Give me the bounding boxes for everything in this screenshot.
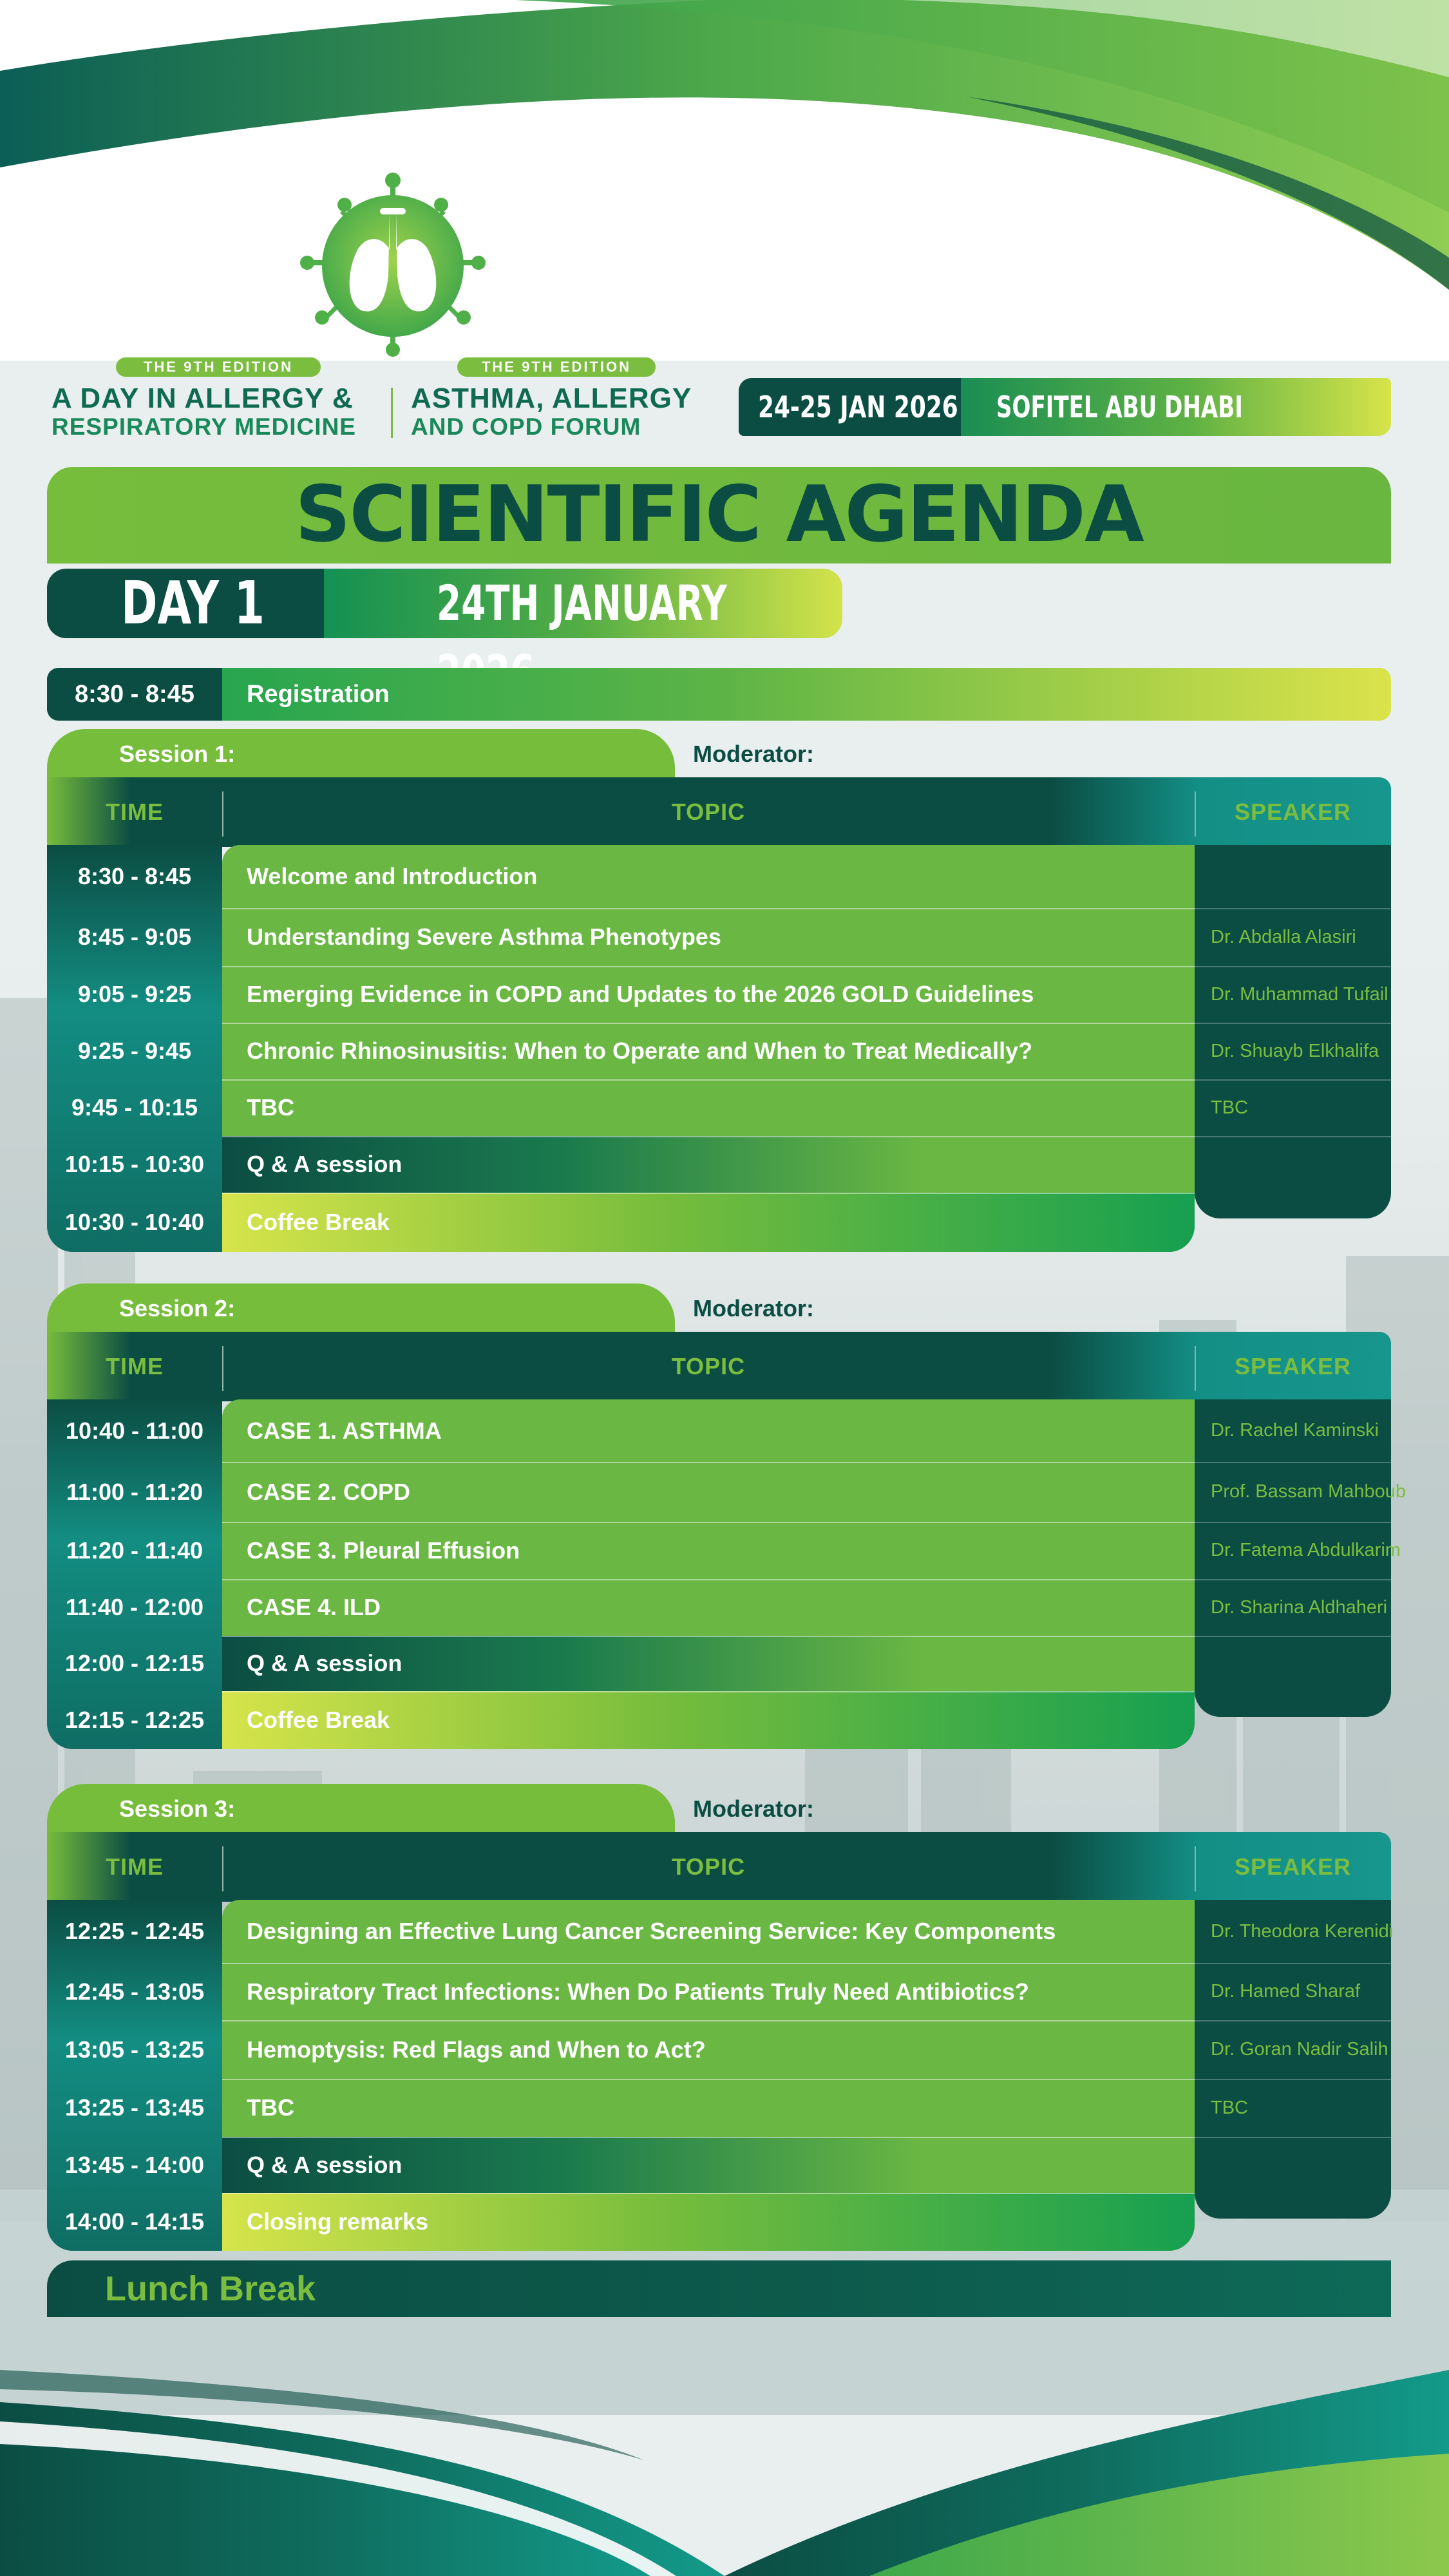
speaker-cell: Dr. Goran Nadir Salih (1211, 2039, 1388, 2060)
topic-column (222, 1399, 1195, 1749)
lunch-break-label: Lunch Break (105, 2269, 316, 2308)
event-venue: SOFITEL ABU DHABI (996, 390, 1243, 424)
header-time: TIME (106, 1853, 164, 1880)
right-forum-title (411, 384, 692, 441)
row-divider (222, 2079, 1195, 2080)
header-time: TIME (106, 1353, 164, 1379)
speaker-divider (1195, 1023, 1391, 1024)
right-forum-line1: ASTHMA, ALLERGY (411, 383, 692, 414)
header-speaker: SPEAKER (1234, 1853, 1352, 1880)
speaker-divider (1195, 1963, 1391, 1964)
speaker-divider (1195, 1136, 1391, 1137)
topic-cell: Coffee Break (222, 1691, 1195, 1749)
speaker-cell: TBC (1211, 1097, 1248, 1118)
day-label: DAY 1 (121, 569, 265, 638)
speaker-cell: Dr. Hamed Sharaf (1211, 1981, 1361, 2002)
time-cell: 9:25 - 9:45 (77, 1037, 192, 1064)
speaker-cell: Dr. Abdalla Alasiri (1211, 927, 1356, 947)
topic-cell: Welcome and Introduction (247, 863, 538, 889)
speaker-cell: Prof. Bassam Mahboub (1211, 1481, 1406, 1502)
time-cell: 8:45 - 9:05 (77, 923, 192, 950)
event-date-venue-bar (739, 378, 1391, 436)
moderator-label: Moderator: (693, 741, 814, 767)
topic-cell: TBC (247, 1094, 294, 1121)
time-cell: 12:25 - 12:45 (64, 1918, 205, 1944)
speaker-cell: TBC (1211, 2098, 1248, 2118)
speaker-cell: Dr. Fatema Abdulkarim (1211, 1540, 1401, 1560)
session-label: Session 1: (119, 741, 236, 767)
header-time: TIME (106, 799, 164, 825)
day-banner (47, 569, 842, 638)
row-divider (222, 1193, 1195, 1194)
topic-column (222, 845, 1195, 1252)
day-date: 24TH JANUARY (437, 574, 727, 632)
table-header (47, 777, 1391, 847)
moderator-label: Moderator: (693, 1795, 814, 1822)
row-divider (222, 2193, 1195, 2194)
page-title-text: SCIENTIFIC AGENDA (295, 470, 1143, 560)
topic-cell: Q & A session (222, 1136, 1195, 1193)
row-divider (222, 1691, 1195, 1692)
topic-cell: Understanding Severe Asthma Phenotypes (247, 923, 721, 950)
time-cell: 13:25 - 13:45 (64, 2094, 205, 2121)
speaker-divider (1195, 1522, 1391, 1523)
time-cell: 11:40 - 12:00 (65, 1594, 204, 1620)
top-wave-decoration (0, 0, 1449, 361)
speaker-cell: Dr. Rachel Kaminski (1211, 1420, 1379, 1441)
time-cell: 10:30 - 10:40 (64, 1209, 205, 1235)
row-divider (222, 2020, 1195, 2022)
registration-row (47, 668, 1391, 721)
topic-cell: CASE 4. ILD (247, 1594, 381, 1620)
row-divider (222, 1023, 1195, 1024)
row-divider (222, 1636, 1195, 1637)
time-cell: 10:40 - 11:00 (65, 1417, 204, 1444)
logo-divider (391, 388, 393, 438)
topic-cell: TBC (247, 2094, 294, 2121)
topic-column (222, 1900, 1195, 2251)
time-cell: 13:05 - 13:25 (64, 2036, 205, 2063)
speaker-divider (1195, 1579, 1391, 1580)
left-edition-badge: THE 9TH EDITION (116, 357, 321, 377)
topic-cell: Emerging Evidence in COPD and Updates to the 2026 GOLD Guidelines (247, 981, 1034, 1007)
lungs-virus-logo-icon (293, 173, 493, 359)
speaker-cell (1195, 845, 1391, 908)
time-cell: 12:15 - 12:25 (64, 1707, 205, 1733)
row-divider (222, 1079, 1195, 1081)
speaker-cell (1195, 2137, 1391, 2193)
speaker-cell: Dr. Theodora Kerenidi (1211, 1921, 1394, 1942)
header-topic: TOPIC (671, 1853, 746, 1880)
time-cell: 12:00 - 12:15 (64, 1650, 205, 1676)
speaker-cell (1195, 1136, 1391, 1193)
time-cell: 14:00 - 14:15 (64, 2208, 205, 2235)
speaker-divider (1195, 2020, 1391, 2022)
topic-cell: CASE 1. ASTHMA (247, 1417, 442, 1444)
time-cell: 8:30 - 8:45 (77, 863, 192, 889)
left-forum-title (52, 384, 356, 441)
topic-cell: Closing remarks (222, 2193, 1195, 2251)
header-speaker: SPEAKER (1234, 799, 1352, 825)
time-cell: 9:05 - 9:25 (77, 981, 192, 1007)
page-title (47, 467, 1391, 564)
speaker-divider (1195, 908, 1391, 909)
time-cell: 11:00 - 11:20 (66, 1479, 204, 1505)
session-label: Session 2: (119, 1295, 236, 1321)
row-divider (222, 966, 1195, 967)
topic-cell: Hemoptysis: Red Flags and When to Act? (247, 2036, 706, 2063)
right-forum-line2: AND COPD FORUM (411, 413, 641, 440)
header-speaker: SPEAKER (1234, 1353, 1352, 1379)
topic-cell: Q & A session (222, 2137, 1195, 2193)
table-header (47, 1332, 1391, 1401)
topic-cell: CASE 2. COPD (247, 1479, 411, 1505)
row-divider (222, 1963, 1195, 1964)
row-divider (222, 1462, 1195, 1463)
time-cell: 9:45 - 10:15 (71, 1094, 198, 1121)
registration-label: Registration (247, 681, 390, 708)
time-cell: 11:20 - 11:40 (66, 1537, 204, 1564)
registration-time: 8:30 - 8:45 (47, 668, 222, 721)
speaker-divider (1195, 2137, 1391, 2138)
topic-cell: CASE 3. Pleural Effusion (247, 1537, 520, 1564)
session-label: Session 3: (119, 1795, 236, 1822)
topic-cell: Respiratory Tract Infections: When Do Patients Truly Need Antibiotics? (247, 1978, 1029, 2005)
speaker-cell (1195, 1636, 1391, 1691)
row-divider (222, 1522, 1195, 1523)
time-cell: 13:45 - 14:00 (64, 2152, 205, 2178)
row-divider (222, 908, 1195, 909)
right-edition-badge: THE 9TH EDITION (457, 357, 656, 377)
speaker-divider (1195, 1462, 1391, 1463)
moderator-label: Moderator: (693, 1295, 814, 1321)
topic-cell: Coffee Break (222, 1193, 1195, 1252)
left-forum-line1: A DAY IN ALLERGY & (52, 383, 354, 414)
header-topic: TOPIC (671, 1353, 746, 1379)
row-divider (222, 1579, 1195, 1580)
table-header (47, 1832, 1391, 1902)
time-cell: 12:45 - 13:05 (64, 1978, 205, 2005)
row-divider (222, 1136, 1195, 1137)
speaker-cell: Dr. Shuayb Elkhalifa (1211, 1041, 1379, 1061)
speaker-cell: Dr. Muhammad Tufail (1211, 984, 1388, 1005)
speaker-divider (1195, 1079, 1391, 1081)
topic-cell: Designing an Effective Lung Cancer Screening Service: Key Components (247, 1918, 1056, 1944)
topic-cell: Chronic Rhinosinusitis: When to Operate and When to Treat Medically? (247, 1037, 1033, 1064)
row-divider (222, 2137, 1195, 2138)
speaker-divider (1195, 966, 1391, 967)
event-dates: 24-25 JAN 2026 (758, 390, 958, 424)
left-forum-line2: RESPIRATORY MEDICINE (52, 413, 356, 440)
time-cell: 10:15 - 10:30 (64, 1151, 205, 1177)
topic-cell: Q & A session (222, 1636, 1195, 1691)
speaker-divider (1195, 1636, 1391, 1637)
lunch-break-bar (47, 2260, 1391, 2317)
bottom-wave-decoration (0, 2331, 1449, 2576)
speaker-cell: Dr. Sharina Aldhaheri (1211, 1597, 1388, 1618)
speaker-divider (1195, 2079, 1391, 2080)
header-topic: TOPIC (671, 799, 746, 825)
